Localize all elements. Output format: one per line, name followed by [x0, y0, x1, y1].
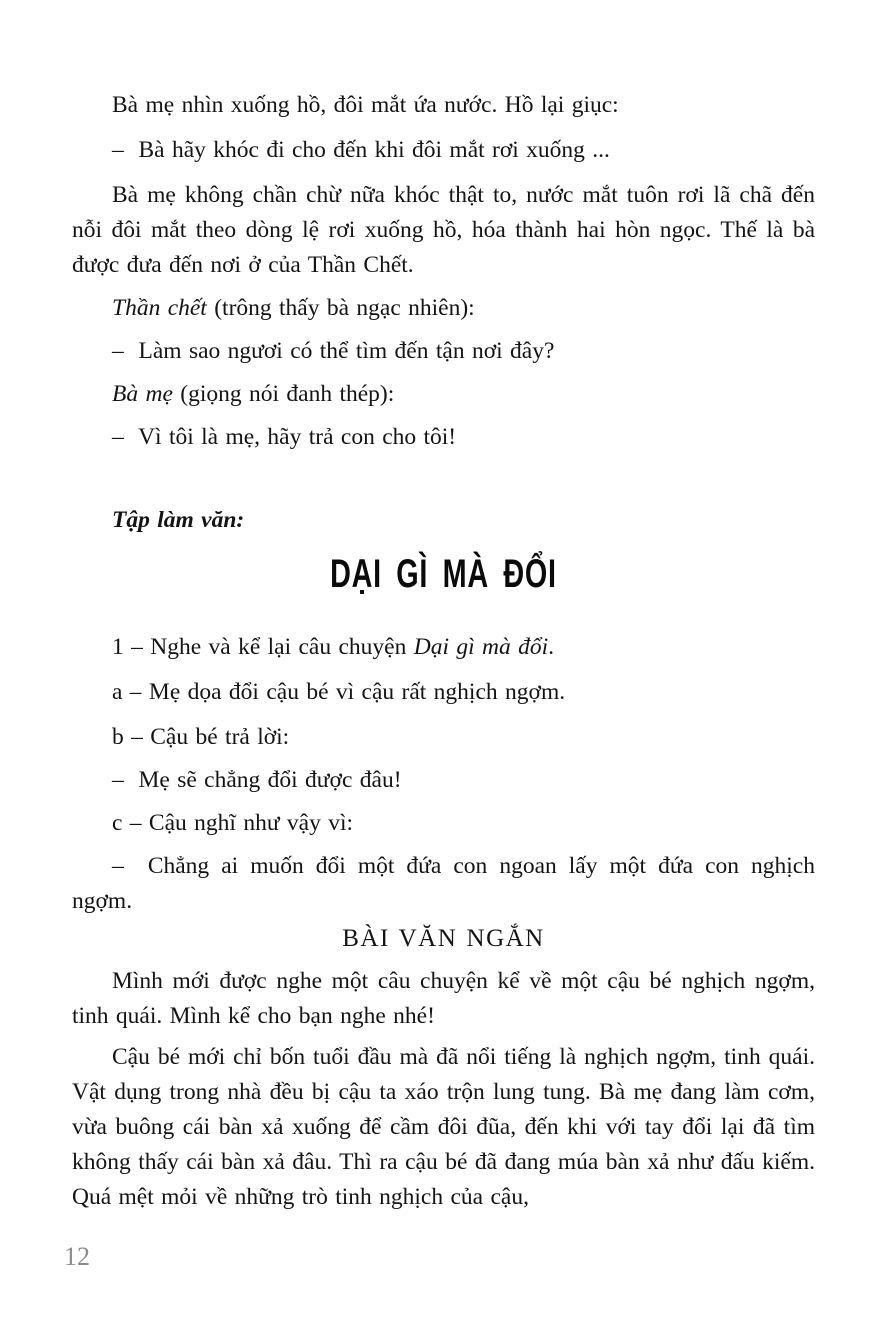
- dialogue-line: – Bà hãy khóc đi cho đến khi đôi mắt rơi xuống ...: [112, 137, 610, 163]
- speaker-line: [72, 377, 815, 412]
- speaker-name: Thần chết: [112, 295, 207, 321]
- essay-heading: BÀI VĂN NGẮN: [342, 925, 545, 952]
- page-number: 12: [64, 1242, 90, 1271]
- lesson-title: DẠI GÌ MÀ ĐỔI: [330, 552, 557, 596]
- exercise-item: b – Cậu bé trả lời:: [112, 724, 290, 750]
- exercise-item: 1 – Nghe và kể lại câu chuyện Dại gì mà đổi.: [112, 634, 555, 660]
- essay-paragraph: Cậu bé mới chỉ bốn tuổi đầu mà đã nổi tiếng là nghịch ngợm, tinh quái. Vật dụng trong nhà đều bị cậu ta xáo trộn lung tung. Bà mẹ đang làm cơm, vừa buông cái bàn xả xuống để cầm đôi đũa, đến khi với tay đổi lại đã tìm không thấy cái bàn xả đâu. Thì ra cậu bé đã đang múa bàn xả như đấu kiếm. Quá mệt mỏi về những trò tinh nghịch của cậu,: [72, 1044, 815, 1210]
- speaker-name: Bà mẹ: [112, 381, 173, 407]
- section-label: Tập làm văn:: [112, 507, 245, 533]
- story-title-reference: Dại gì mà đổi: [413, 634, 549, 660]
- speaker-line: [72, 291, 815, 326]
- exercise-answer: – Chẳng ai muốn đổi một đứa con ngoan lấy một đứa con nghịch ngợm.: [72, 853, 815, 914]
- story-paragraph: Bà mẹ không chần chừ nữa khóc thật to, nước mắt tuôn rơi lã chã đến nỗi đôi mắt theo dòng lệ rơi xuống hồ, hóa thành hai hòn ngọc. Thế là bà được đưa đến nơi ở của Thần Chết.: [72, 182, 815, 278]
- dialogue-line: – Mẹ sẽ chẳng đổi được đâu!: [112, 767, 402, 793]
- exercise-item: c – Cậu nghĩ như vậy vì:: [112, 810, 354, 836]
- exercise-item-text: 1 – Nghe và kể lại câu chuyện: [112, 634, 414, 660]
- speaker-stage-direction: (giọng nói đanh thép):: [172, 381, 395, 407]
- exercise-item: a – Mẹ dọa đổi cậu bé vì cậu rất nghịch ngợm.: [112, 679, 566, 705]
- story-line: Bà mẹ nhìn xuống hồ, đôi mắt ứa nước. Hồ lại giục:: [112, 92, 619, 118]
- speaker-stage-direction: (trông thấy bà ngạc nhiên):: [206, 295, 475, 321]
- text-column: [72, 88, 815, 1215]
- dialogue-line: – Làm sao ngươi có thể tìm đến tận nơi đây?: [112, 338, 555, 364]
- essay-paragraph: Mình mới được nghe một câu chuyện kể về một cậu bé nghịch ngợm, tinh quái. Mình kể cho bạn nghe nhé!: [72, 968, 815, 1029]
- dialogue-line: – Vì tôi là mẹ, hãy trả con cho tôi!: [112, 424, 457, 450]
